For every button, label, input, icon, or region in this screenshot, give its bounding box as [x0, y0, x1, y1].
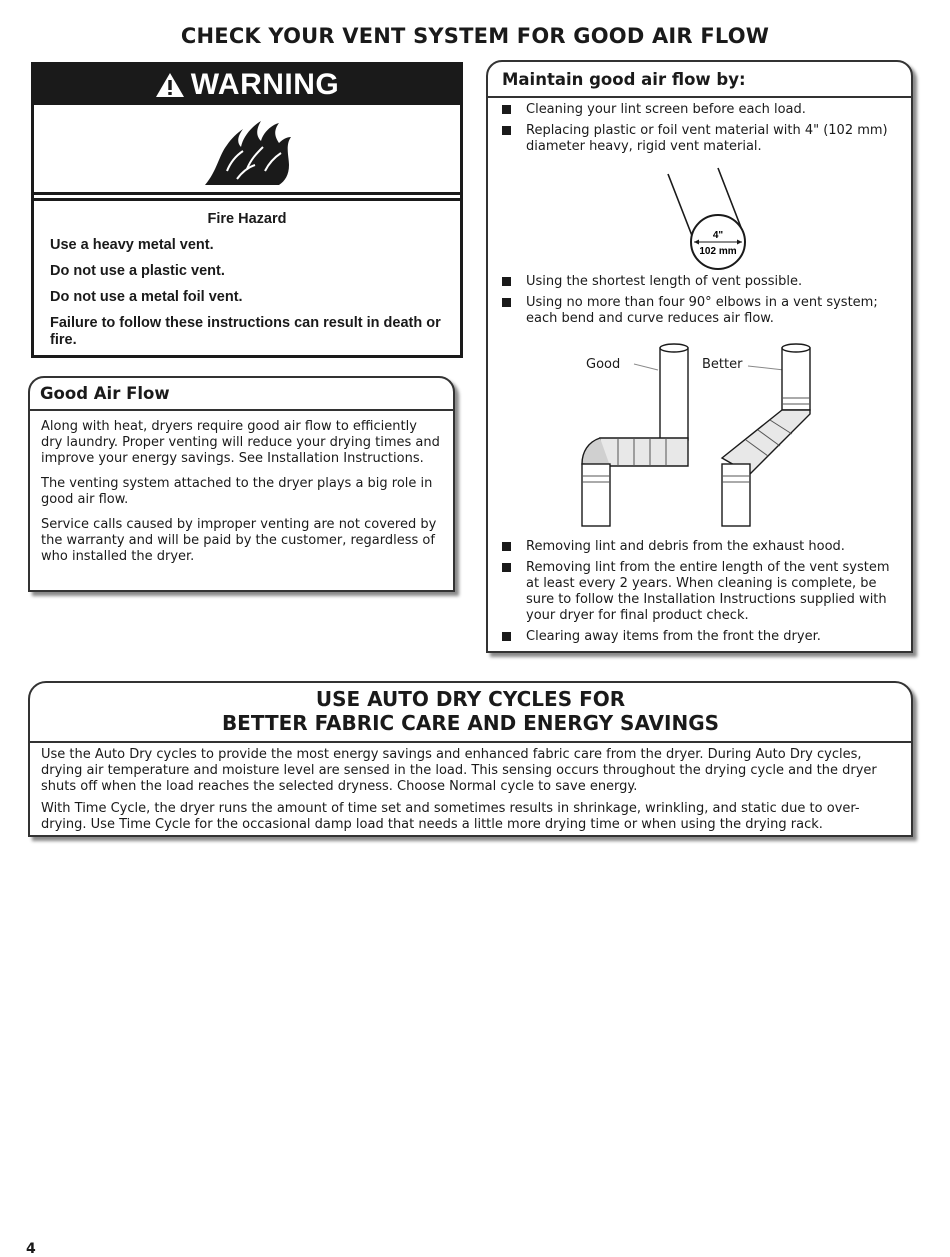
auto-dry-box: [28, 681, 913, 837]
good-air-flow-title: Good Air Flow: [30, 378, 453, 411]
auto-dry-title-line1: USE AUTO DRY CYCLES FOR: [315, 687, 626, 711]
warning-line: Use a heavy metal vent.: [50, 237, 214, 253]
auto-dry-body: [30, 743, 911, 843]
warning-triangle-icon: [155, 72, 185, 98]
bullet-square-icon: [502, 105, 511, 114]
bullet-square-icon: [502, 542, 511, 551]
maintain-title: Maintain good air flow by:: [488, 62, 911, 98]
paragraph: Along with heat, dryers require good air flow to efficiently dry laundry. Proper venting will reduce your drying times and improve your energy savings. See Installation Instructions.: [41, 419, 440, 466]
auto-dry-title: [30, 683, 911, 743]
good-vent-illustration: [578, 342, 698, 528]
diameter-label-in: 4": [712, 230, 724, 241]
bullet-list-bottom: [500, 539, 900, 650]
list-item: Removing lint and debris from the exhaust hood.: [500, 539, 900, 555]
bullet-square-icon: [502, 632, 511, 641]
list-item: Using no more than four 90° elbows in a vent system; each bend and curve reduces air flow.: [500, 295, 900, 327]
bullet-square-icon: [502, 563, 511, 572]
vent-diameter-illustration: [658, 166, 758, 274]
warning-line: Failure to follow these instructions can result in death or fire.: [50, 315, 441, 348]
good-air-flow-box: [28, 376, 455, 592]
paragraph: Service calls caused by improper venting are not covered by the warranty and will be paid by the customer, regardless of who installed the dryer.: [41, 517, 437, 564]
warning-line: Do not use a metal foil vent.: [50, 289, 243, 305]
flame-icon: [197, 111, 297, 187]
list-item: Replacing plastic or foil vent material with 4" (102 mm) diameter heavy, rigid vent material.: [500, 123, 900, 155]
bullet-square-icon: [502, 298, 511, 307]
auto-dry-title-line2: BETTER FABRIC CARE AND ENERGY SAVINGS: [221, 711, 720, 735]
better-vent-illustration: [714, 342, 824, 528]
pipe-label-good: Good: [586, 357, 621, 372]
page-number: 4: [26, 1241, 36, 1257]
warning-line: Do not use a plastic vent.: [50, 263, 225, 279]
paragraph: Use the Auto Dry cycles to provide the most energy savings and enhanced fabric care from the dryer. During Auto Dry cycles, drying air temperature and moisture level are sensed in the load. This sensing occurs throughout the drying cycle and the dryer shuts off when the load reaches the selected dryness. Choose Normal cycle to save energy.: [41, 747, 877, 794]
warning-label: WARNING: [190, 68, 340, 101]
good-air-flow-body: [30, 411, 453, 582]
list-item: Clearing away items from the front the dryer.: [500, 629, 900, 645]
list-item: Using the shortest length of vent possible.: [500, 274, 900, 290]
pipe-label-better: Better: [702, 357, 743, 372]
paragraph: The venting system attached to the dryer plays a big role in good air flow.: [41, 476, 433, 507]
flame-area: [34, 105, 460, 195]
paragraph: With Time Cycle, the dryer runs the amount of time set and sometimes results in shrinkage, wrinkling, and static due to over-drying. Use Time Cycle for the occasional damp load that needs a little more drying time or when using the drying rack.: [41, 801, 860, 832]
diameter-label-mm: 102 mm: [699, 246, 737, 257]
bullet-list-mid: [500, 274, 900, 332]
list-item: Cleaning your lint screen before each load.: [500, 102, 900, 118]
list-item: Removing lint from the entire length of the vent system at least every 2 years. When cleaning is complete, be sure to follow the Installation Instructions supplied with your dryer for final product check.: [500, 560, 900, 624]
bullet-square-icon: [502, 126, 511, 135]
warning-body: [34, 198, 460, 349]
warning-header: [34, 65, 460, 105]
maintain-air-flow-box: [486, 60, 913, 653]
bullet-list-top: [500, 102, 900, 160]
hazard-title: Fire Hazard: [207, 211, 287, 227]
bullet-square-icon: [502, 277, 511, 286]
page-title: CHECK YOUR VENT SYSTEM FOR GOOD AIR FLOW: [180, 24, 770, 48]
warning-box: [31, 62, 463, 358]
